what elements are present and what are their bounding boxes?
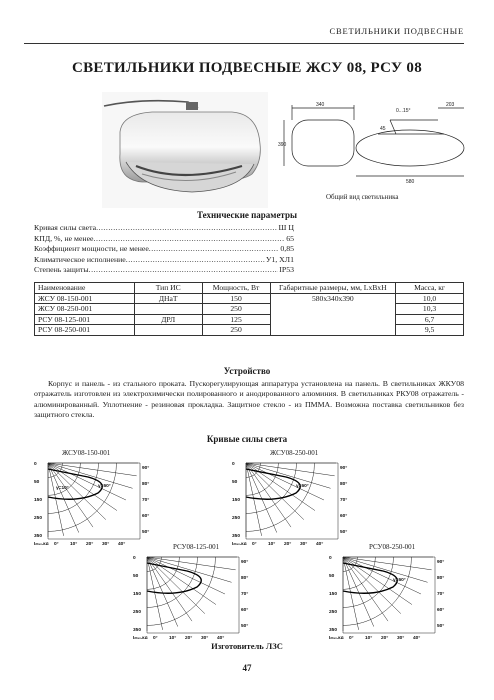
param-label: Коэффициент мощности, не менее	[34, 244, 149, 254]
radial-label: 250	[232, 516, 241, 521]
radial-label: 250	[133, 610, 142, 615]
unit-label: Iₘₓₓ,кд	[329, 636, 344, 639]
polar-chart-2	[232, 449, 362, 545]
param-row	[34, 234, 294, 245]
chart-label: ЖСУ08-150-001	[62, 449, 111, 457]
param-row	[34, 265, 294, 276]
spec-table	[34, 282, 464, 336]
dimension-drawing	[278, 98, 468, 188]
cell-mass: 9,5	[396, 325, 464, 336]
cell-name: РСУ 08-125-001	[35, 314, 135, 325]
param-label: Кривая силы света	[34, 223, 97, 232]
tech-params	[34, 223, 294, 276]
angle-label: 80°	[241, 576, 249, 581]
cell-type: ДРЛ	[134, 314, 202, 325]
radial-label: 250	[34, 516, 43, 521]
radial-label: 150	[329, 592, 338, 597]
radial-label: 350	[133, 628, 142, 633]
angle-label: 50°	[340, 530, 348, 535]
peak-angle-label: γ=60°	[98, 484, 111, 489]
angle-label: 0°	[252, 542, 257, 545]
radial-label: 350	[232, 534, 241, 539]
angle-label: 20°	[284, 542, 292, 545]
dim-height: 390	[278, 142, 287, 148]
radial-label: 0	[329, 556, 332, 561]
angle-label: 90°	[340, 466, 348, 471]
peak-angle-label: γ=60°	[296, 484, 309, 489]
angle-label: 30°	[300, 542, 308, 545]
cell-power: 125	[202, 314, 270, 325]
radial-label: 150	[232, 498, 241, 503]
radial-label: 150	[34, 498, 43, 503]
angle-label: 30°	[397, 636, 405, 639]
angle-label: 40°	[217, 636, 225, 639]
angle-label: 90°	[437, 560, 445, 565]
cell-type: ДНаТ	[134, 293, 202, 304]
angle-label: 70°	[241, 592, 249, 597]
dim-min: 45	[380, 126, 386, 132]
angle-label: 10°	[169, 636, 177, 639]
table-row	[35, 325, 464, 336]
param-label: Степень защиты	[34, 265, 89, 275]
angle-label: 40°	[316, 542, 324, 545]
param-value: IP53	[279, 265, 294, 275]
angle-label: 30°	[102, 542, 110, 545]
param-label: КПД, %, не менее	[34, 233, 94, 243]
param-value: 0,85	[280, 244, 294, 254]
polar-chart-3	[133, 543, 263, 639]
angle-label: 20°	[381, 636, 389, 639]
curves-heading: Кривые силы света	[206, 434, 288, 444]
angle-label: 70°	[340, 498, 348, 503]
angle-label: 10°	[365, 636, 373, 639]
param-value: Ш Ц	[278, 223, 294, 232]
param-row	[34, 223, 294, 234]
angle-label: 40°	[413, 636, 421, 639]
radial-label: 350	[34, 534, 43, 539]
polar-chart-4	[329, 543, 459, 639]
angle-label: 40°	[118, 542, 126, 545]
angle-label: 90°	[241, 560, 249, 565]
cell-dims: 580x340x390	[270, 293, 396, 335]
cell-type	[134, 325, 202, 336]
chart-label: РСУ08-250-001	[369, 543, 416, 551]
peak-angle-label: γ=60°	[393, 578, 406, 583]
cell-mass: 10,0	[396, 293, 464, 304]
param-row	[34, 244, 294, 255]
dim-length: 580	[406, 179, 415, 185]
chart-label: ЖСУ08-250-001	[270, 449, 319, 457]
angle-label: 90°	[142, 466, 150, 471]
angle-label: 20°	[86, 542, 94, 545]
angle-label: 10°	[268, 542, 276, 545]
param-label: Климатическое исполнение	[34, 254, 126, 264]
drawing-caption: Общий вид светильника	[326, 193, 399, 201]
radial-label: 0	[133, 556, 136, 561]
luminaire-photo	[102, 92, 268, 208]
page-title: СВЕТИЛЬНИКИ ПОДВЕСНЫЕ ЖСУ 08, РСУ 08	[71, 60, 423, 76]
angle-label: 10°	[70, 542, 78, 545]
angle-label: 50°	[241, 624, 249, 629]
cell-mass: 10,3	[396, 304, 464, 315]
table-row	[35, 293, 464, 304]
col-dims: Габаритные размеры, мм, LxBxH	[270, 283, 396, 294]
radial-label: 250	[329, 610, 338, 615]
table-row	[35, 314, 464, 325]
cell-type	[134, 304, 202, 315]
param-value: У1, ХЛ1	[265, 254, 294, 264]
angle-label: 0°	[153, 636, 158, 639]
radial-label: 0	[232, 462, 235, 467]
col-power: Мощность, Вт	[202, 283, 270, 294]
angle-label: 80°	[142, 482, 150, 487]
angle-label: 0°	[54, 542, 59, 545]
cell-power: 250	[202, 304, 270, 315]
angle-label: 60°	[142, 514, 150, 519]
radial-label: 50	[133, 574, 139, 579]
radial-label: 50	[329, 574, 335, 579]
angle-label: 30°	[201, 636, 209, 639]
dim-width: 340	[316, 102, 325, 108]
angle-label: 60°	[340, 514, 348, 519]
angle-label: 80°	[437, 576, 445, 581]
cell-name: РСУ 08-250-001	[35, 325, 135, 336]
cell-power: 250	[202, 325, 270, 336]
manufacturer: Изготовитель ЛЗС	[211, 641, 283, 651]
angle-label: 60°	[241, 608, 249, 613]
page-number: 47	[242, 663, 252, 673]
radial-label: 0	[34, 462, 37, 467]
polar-chart-1	[34, 449, 164, 545]
angle-label: 80°	[340, 482, 348, 487]
chart-label: РСУ08-125-001	[173, 543, 220, 551]
radial-label: 50	[232, 480, 238, 485]
angle-annotation: γ=10°	[56, 486, 69, 491]
dim-angle: 0...15°	[396, 108, 411, 114]
unit-label: Iₘₓₓ,кд	[232, 542, 247, 545]
device-heading: Устройство	[223, 366, 271, 376]
angle-label: 60°	[437, 608, 445, 613]
section-name: СВЕТИЛЬНИКИ ПОДВЕСНЫЕ	[329, 26, 464, 36]
col-mass: Масса, кг	[396, 283, 464, 294]
unit-label: Iₘₓₓ,кд	[133, 636, 148, 639]
table-row	[35, 304, 464, 315]
cell-name: ЖСУ 08-150-001	[35, 293, 135, 304]
dim-right: 203	[446, 102, 455, 108]
radial-label: 50	[34, 480, 40, 485]
unit-label: Iₘₓₓ,кд	[34, 542, 49, 545]
section-header	[24, 24, 464, 44]
angle-label: 70°	[437, 592, 445, 597]
device-description: Корпус и панель - из стального проката. Пускорегулирующая аппаратура установлена на панель. В светильниках ЖКУ08 отражатель изготовлен из электрохимически полированного и анодированного алюминия. В светильниках РКУ08 отражатель - алюминированный. Уплотнение - резиновая прокладка. Защитное стекло - из ПММА. Возможна поставка светильников без защитного стекла.	[34, 379, 464, 420]
radial-label: 150	[133, 592, 142, 597]
cell-name: ЖСУ 08-250-001	[35, 304, 135, 315]
angle-label: 50°	[142, 530, 150, 535]
tech-heading: Технические параметры	[196, 210, 297, 220]
angle-label: 0°	[349, 636, 354, 639]
angle-label: 50°	[437, 624, 445, 629]
cell-mass: 6,7	[396, 314, 464, 325]
angle-label: 70°	[142, 498, 150, 503]
table-header-row	[35, 283, 464, 294]
cell-power: 150	[202, 293, 270, 304]
param-row	[34, 255, 294, 266]
col-type: Тип ИС	[134, 283, 202, 294]
col-name: Наименование	[35, 283, 135, 294]
param-value: 65	[286, 233, 294, 243]
radial-label: 350	[329, 628, 338, 633]
angle-label: 20°	[185, 636, 193, 639]
